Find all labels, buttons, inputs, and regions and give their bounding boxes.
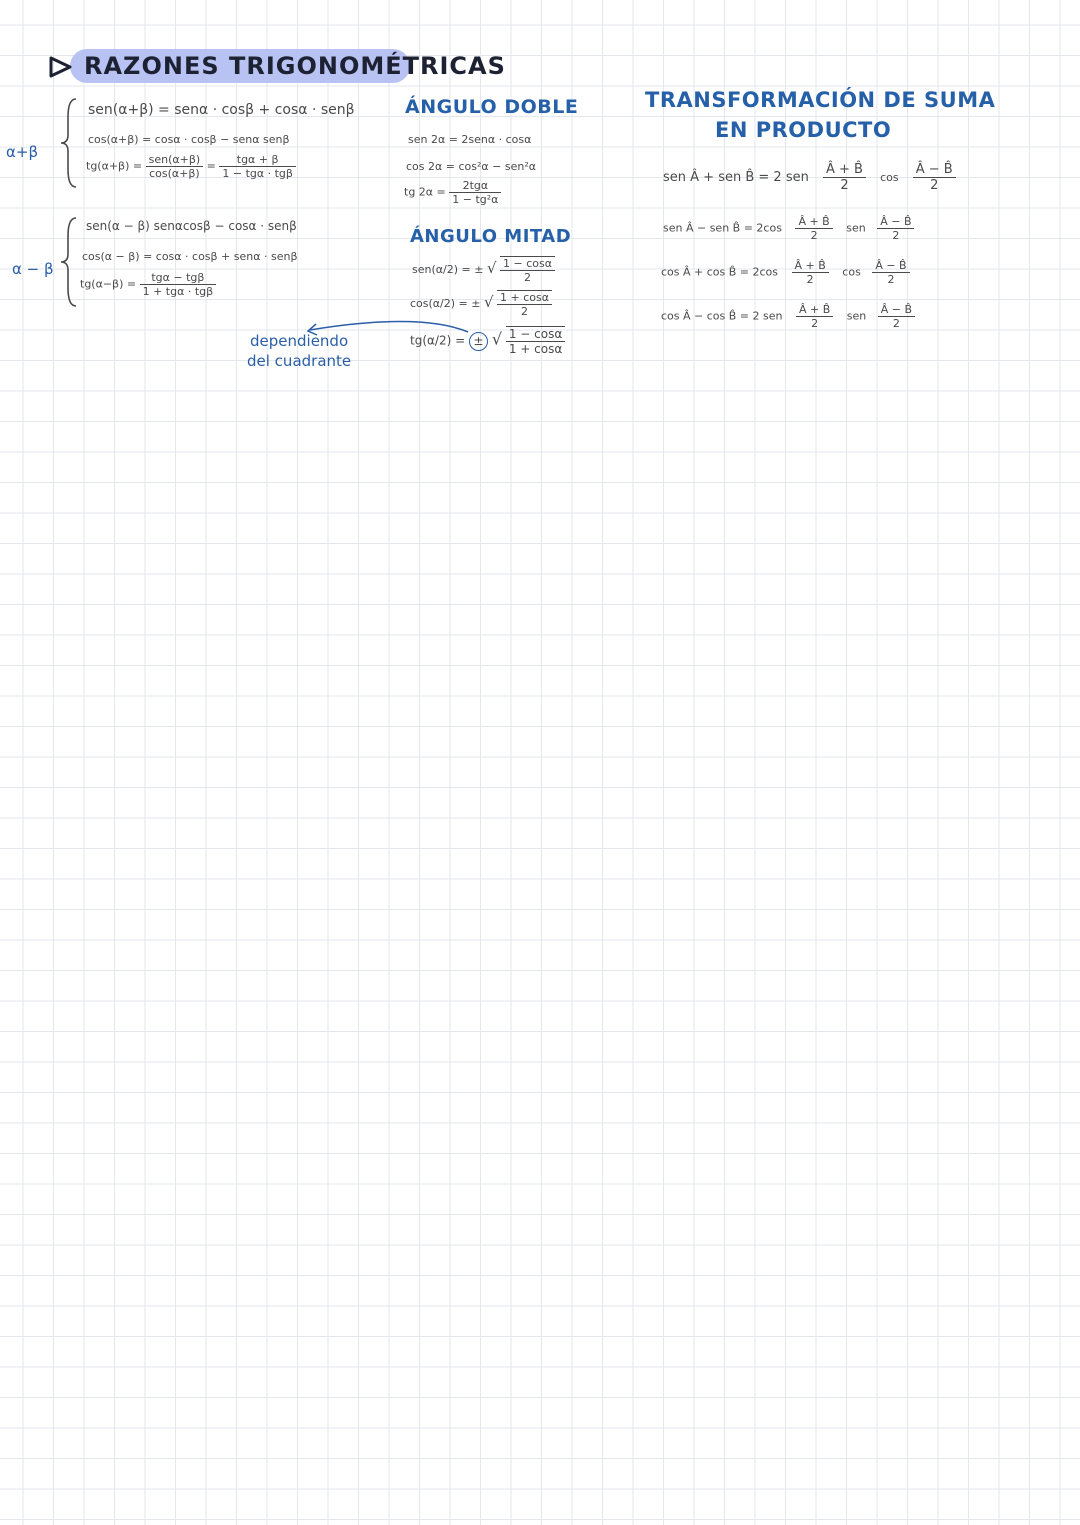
transform-row-fraction-1: [823, 162, 866, 193]
transform-row-lhs: cos Â + cos B̂ = 2cos: [661, 265, 779, 279]
triangle-arrow-icon: [48, 55, 74, 79]
doble-sen-formula: sen 2α = 2senα · cosα: [408, 133, 532, 146]
transform-row-lhs: cos Â − cos B̂ = 2 sen: [661, 309, 783, 323]
sum-label: α+β: [6, 143, 39, 161]
transform-row-fraction-1: [796, 303, 833, 330]
transform-row-num-2: Â − B̂: [877, 215, 914, 229]
transform-row: [663, 215, 914, 242]
doble-tg-formula: [404, 179, 501, 206]
transform-row: [663, 162, 956, 193]
doble-cos-formula: cos 2α = cos²α − sen²α: [406, 160, 536, 173]
sum-tg-fraction-1: [146, 153, 204, 180]
note-line-1: dependiendo: [250, 332, 349, 350]
sqrt-icon: √: [486, 259, 497, 277]
transform-row-mid: sen: [846, 221, 866, 235]
transform-row-num-2: Â − B̂: [913, 162, 956, 178]
doble-tg-den: 1 − tg²α: [452, 193, 499, 206]
sum-sen-formula: sen(α+β) = senα · cosβ + cosα · senβ: [88, 102, 355, 118]
transform-row-num-1: Â + B̂: [796, 303, 833, 317]
transform-row: [661, 303, 915, 330]
mitad-tg-pm-circled: ±: [469, 332, 488, 351]
transform-row-num-1: Â + B̂: [823, 162, 866, 178]
doble-heading: ÁNGULO DOBLE: [405, 96, 579, 118]
sum-tg-lhs: tg(α+β) =: [86, 159, 143, 173]
mitad-tg-fraction: [506, 326, 565, 356]
diff-tg-formula: [80, 271, 216, 298]
transform-row-fraction-2: [913, 162, 956, 193]
transform-row-den-2: 2: [892, 317, 900, 330]
transform-row-den-1: 2: [810, 229, 818, 242]
diff-brace: [58, 216, 82, 308]
transform-row-fraction-2: [878, 303, 915, 330]
transform-row-fraction-2: [877, 215, 914, 242]
doble-tg-num: 2tgα: [449, 179, 501, 193]
diff-tg-den: 1 + tgα · tgβ: [142, 285, 214, 298]
mitad-sen-lhs: sen(α/2) = ±: [412, 263, 484, 276]
mitad-sen-formula: [412, 256, 555, 284]
diff-cos-formula: cos(α − β) = cosα · cosβ + senα · senβ: [82, 250, 298, 263]
sum-cos-formula: cos(α+β) = cosα · cosβ − senα senβ: [88, 133, 290, 146]
mitad-tg-num: 1 − cosα: [506, 327, 565, 342]
mitad-sen-num: 1 − cosα: [500, 257, 555, 271]
transform-row-mid: cos: [880, 171, 899, 184]
transform-row-mid: sen: [846, 309, 867, 323]
doble-tg-fraction: [449, 179, 501, 206]
sum-brace: [58, 97, 82, 189]
note-line-2: del cuadrante: [247, 352, 352, 370]
transform-row-lhs: sen Â + sen B̂ = 2 sen: [663, 170, 809, 185]
transform-heading-line-2: EN PRODUCTO: [715, 118, 892, 142]
sum-tg-den-2: 1 − tgα · tgβ: [222, 167, 293, 180]
diff-tg-num: tgα − tgβ: [140, 271, 217, 285]
diff-tg-fraction: [140, 271, 217, 298]
transform-row-num-2: Â − B̂: [878, 303, 915, 317]
mitad-sen-fraction: [500, 256, 555, 284]
transform-row-mid: cos: [842, 265, 861, 279]
transform-row-num-1: Â + B̂: [795, 215, 832, 229]
transform-row: [661, 259, 910, 286]
transform-row-num-2: Â − B̂: [872, 259, 909, 273]
mitad-sen-den: 2: [523, 271, 531, 284]
transform-row-den-1: 2: [806, 273, 814, 286]
transform-row-lhs: sen Â − sen B̂ = 2cos: [663, 221, 782, 235]
page-title: RAZONES TRIGONOMÉTRICAS: [84, 52, 506, 80]
transform-row-fraction-1: [795, 215, 832, 242]
diff-label: α − β: [12, 260, 54, 278]
transform-row-num-1: Â + B̂: [792, 259, 829, 273]
mitad-cos-num: 1 + cosα: [497, 291, 552, 305]
mitad-heading: ÁNGULO MITAD: [410, 226, 572, 247]
mitad-tg-den: 1 + cosα: [508, 342, 563, 356]
mitad-tg-lhs: tg(α/2) =: [410, 333, 466, 348]
doble-tg-lhs: tg 2α =: [404, 185, 446, 199]
transform-row-den-2: 2: [930, 178, 939, 193]
sum-tg-num-1: sen(α+β): [146, 153, 204, 167]
transform-row-den-2: 2: [892, 229, 900, 242]
transform-row-fraction-1: [792, 259, 829, 286]
sum-tg-den-1: cos(α+β): [149, 167, 200, 180]
mitad-cos-fraction: [497, 290, 552, 318]
mitad-cos-lhs: cos(α/2) = ±: [410, 297, 481, 310]
sum-tg-formula: [86, 153, 296, 180]
sum-tg-num-2: tgα + β: [219, 153, 296, 167]
transform-row-den-2: 2: [887, 273, 895, 286]
transform-heading-line-1: TRANSFORMACIÓN DE SUMA: [645, 88, 996, 112]
mitad-tg-formula: [410, 326, 565, 356]
mitad-cos-formula: [410, 290, 552, 318]
diff-sen-formula: sen(α − β) senαcosβ − cosα · senβ: [86, 219, 297, 233]
diff-tg-lhs: tg(α−β) =: [80, 277, 137, 291]
sqrt-icon: √: [491, 329, 503, 349]
transform-row-den-1: 2: [840, 178, 849, 193]
mitad-cos-den: 2: [521, 305, 529, 318]
sum-tg-fraction-2: [219, 153, 296, 180]
transform-row-fraction-2: [872, 259, 909, 286]
sqrt-icon: √: [483, 293, 494, 311]
transform-row-den-1: 2: [811, 317, 819, 330]
sum-tg-eq: =: [206, 159, 216, 173]
